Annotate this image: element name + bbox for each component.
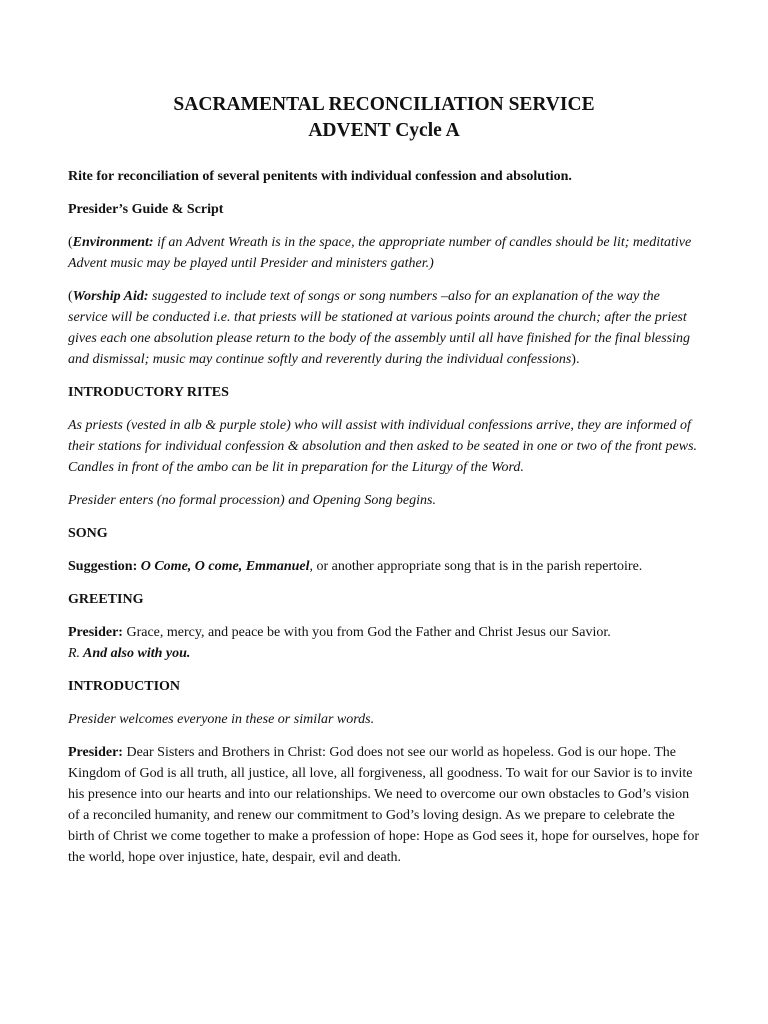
- introductory-rites-heading: INTRODUCTORY RITES: [68, 385, 229, 400]
- greeting-paragraph: [68, 622, 700, 664]
- worship-aid-close: ).: [571, 352, 580, 367]
- song-heading: SONG: [68, 526, 108, 541]
- document-title: SACRAMENTAL RECONCILIATION SERVICE: [173, 94, 595, 115]
- presider-enters-instruction: Presider enters (no formal procession) and Opening Song begins.: [68, 493, 436, 508]
- song-title: O Come, O come, Emmanuel: [137, 559, 310, 574]
- environment-paragraph: [68, 232, 700, 274]
- environment-label: Environment:: [72, 235, 154, 250]
- introduction-text: Dear Sisters and Brothers in Christ: God does not see our world as hopeless. God is our hope. The Kingdom of God is all truth, all justice, all love, all forgiveness, all goodness. To wait for our Savior is to invite his presence into our hearts and into our relationships. We need to overcome our own obstacles to God’s vision of a reconciled humanity, and renew our commitment to God’s loving design. As we prepare to celebrate the birth of Christ we come together to make a profession of hope: Hope as God sees it, hope for ourselves, hope for the world, hope over injustice, hate, despair, evil and death.: [68, 745, 700, 865]
- rite-heading: Rite for reconciliation of several penitents with individual confession and absolution.: [68, 169, 572, 184]
- environment-text: if an Advent Wreath is in the space, the appropriate number of candles should be lit; meditative Advent music may be played until Presider and ministers gather.): [68, 235, 692, 271]
- worship-aid-paragraph: [68, 286, 700, 370]
- song-suggestion: [68, 556, 700, 577]
- song-suggestion-text: , or another appropriate song that is in the parish repertoire.: [309, 559, 643, 574]
- worship-aid-label: Worship Aid:: [72, 289, 149, 304]
- song-suggestion-label: Suggestion:: [68, 559, 138, 574]
- greeting-response-text: And also with you.: [80, 646, 191, 661]
- document-content: [68, 92, 700, 868]
- guide-heading: Presider’s Guide & Script: [68, 202, 224, 217]
- introduction-instruction: Presider welcomes everyone in these or similar words.: [68, 712, 375, 727]
- introduction-presider-label: Presider:: [68, 745, 123, 760]
- worship-aid-open-paren: (: [68, 289, 73, 304]
- document-subtitle: ADVENT Cycle A: [308, 120, 460, 141]
- greeting-response-label: R.: [68, 646, 81, 661]
- environment-open-paren: (: [68, 235, 73, 250]
- introduction-heading: INTRODUCTION: [68, 679, 181, 694]
- worship-aid-text: suggested to include text of songs or song numbers –also for an explanation of the way the service will be conducted i.e. that priests will be stationed at various points around the church; after the priest gives each one absolution please return to the body of the assembly until all have finished for the final blessing and dismissal; music may continue softly and reverently during the individual confessions: [68, 289, 691, 367]
- introductory-rites-instruction: As priests (vested in alb & purple stole) who will assist with individual confessions arrive, they are informed of their stations for individual confession & absolution and then asked to be seated in one or two of the front pews. Candles in front of the ambo can be lit in preparation for the Liturgy of the Word.: [68, 418, 698, 475]
- greeting-presider-label: Presider:: [68, 625, 123, 640]
- greeting-text: Grace, mercy, and peace be with you from God the Father and Christ Jesus our Savior.: [122, 625, 611, 640]
- introduction-paragraph: [68, 742, 700, 868]
- greeting-heading: GREETING: [68, 592, 144, 607]
